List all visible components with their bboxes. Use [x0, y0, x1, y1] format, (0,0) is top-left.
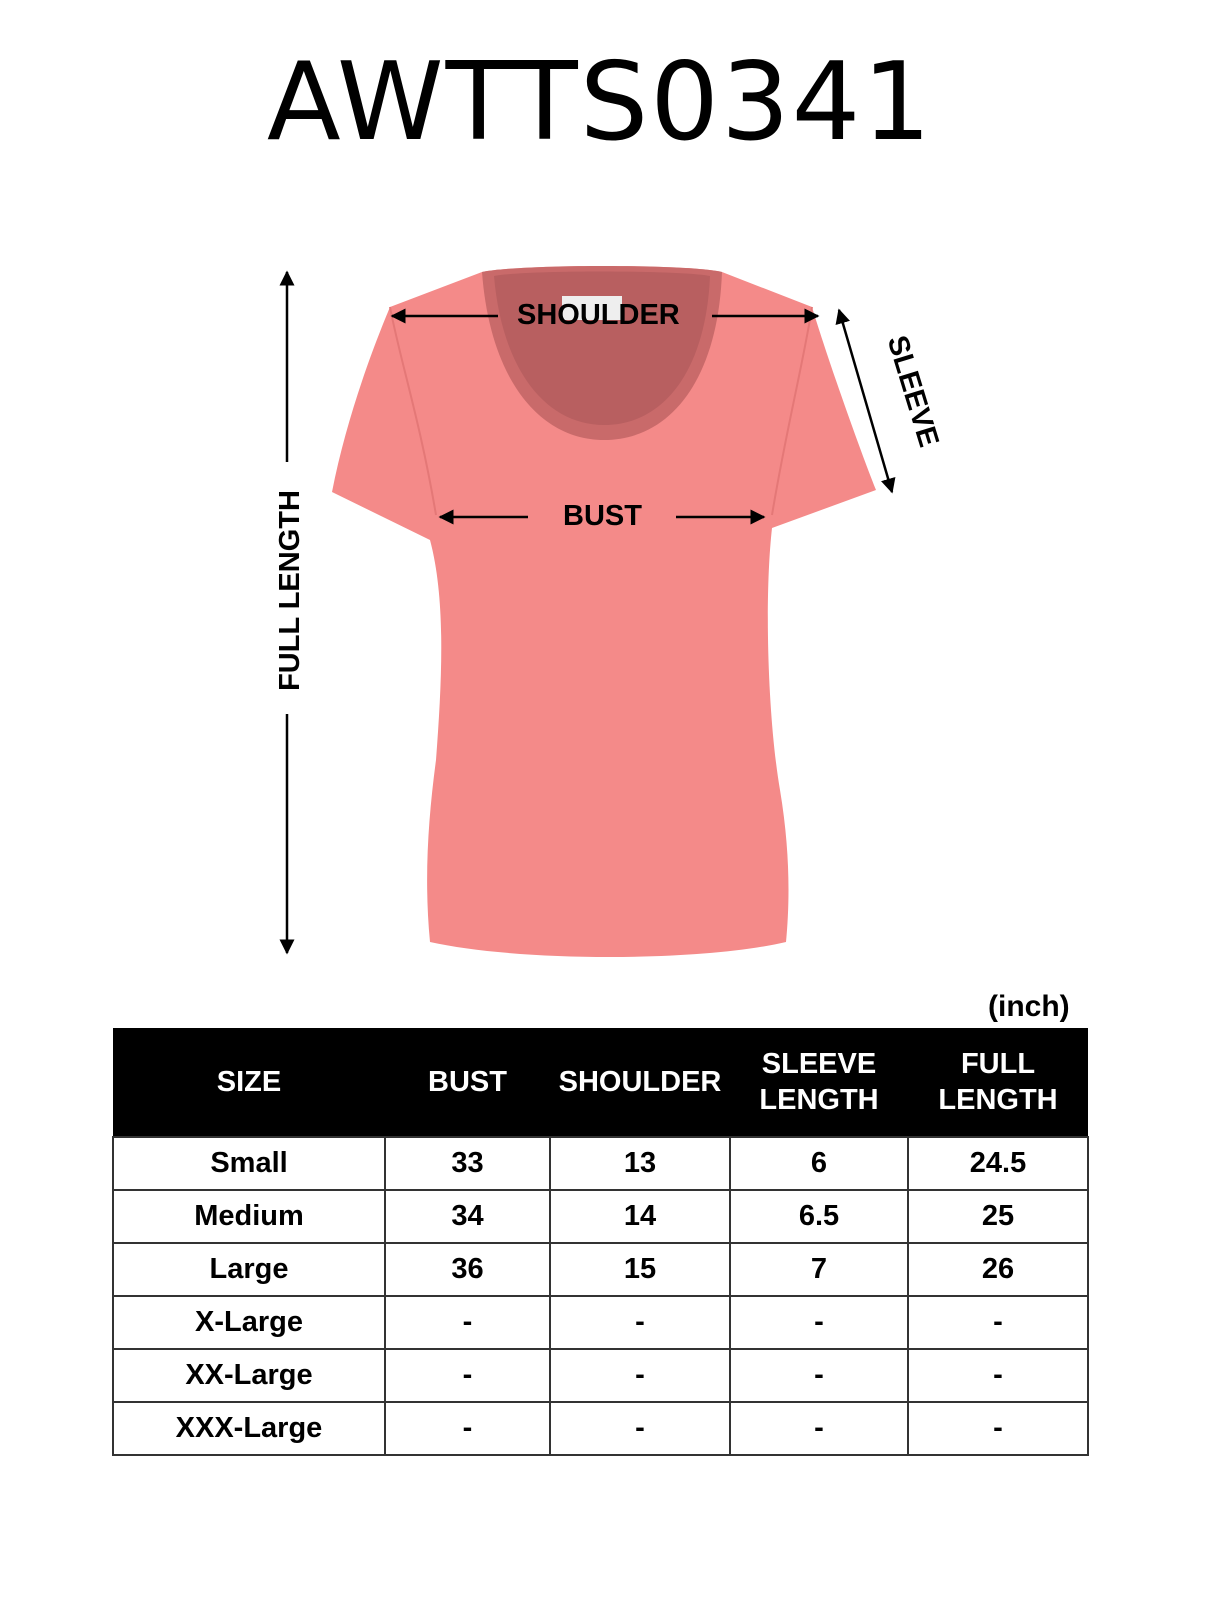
- header-full-length: FULL LENGTH: [908, 1028, 1088, 1137]
- size-cell: X-Large: [113, 1296, 385, 1349]
- shoulder-cell: 13: [550, 1137, 730, 1190]
- table-header-row: [113, 1028, 1088, 1137]
- header-sleeve-length: SLEEVE LENGTH: [730, 1028, 908, 1137]
- table-row: [113, 1349, 1088, 1402]
- shoulder-cell: -: [550, 1349, 730, 1402]
- full-length-label: FULL LENGTH: [273, 490, 306, 691]
- product-code-title: AWTTS0341: [266, 40, 934, 165]
- header-shoulder: SHOULDER: [550, 1028, 730, 1137]
- size-cell: Small: [113, 1137, 385, 1190]
- bust-cell: -: [385, 1402, 550, 1455]
- sleeve-cell: 6.5: [730, 1190, 908, 1243]
- table-row: [113, 1402, 1088, 1455]
- bust-cell: -: [385, 1296, 550, 1349]
- shoulder-cell: 15: [550, 1243, 730, 1296]
- unit-label: (inch): [988, 990, 1070, 1023]
- sleeve-cell: 7: [730, 1243, 908, 1296]
- bust-label: BUST: [563, 500, 642, 532]
- sleeve-cell: -: [730, 1349, 908, 1402]
- full-length-cell: 25: [908, 1190, 1088, 1243]
- size-cell: Large: [113, 1243, 385, 1296]
- sleeve-cell: -: [730, 1296, 908, 1349]
- header-bust: BUST: [385, 1028, 550, 1137]
- sleeve-cell: -: [730, 1402, 908, 1455]
- bust-cell: -: [385, 1349, 550, 1402]
- full-length-cell: 26: [908, 1243, 1088, 1296]
- size-cell: Medium: [113, 1190, 385, 1243]
- shoulder-label: SHOULDER: [517, 299, 680, 331]
- full-length-cell: -: [908, 1296, 1088, 1349]
- bust-cell: 36: [385, 1243, 550, 1296]
- table-row: [113, 1137, 1088, 1190]
- full-length-cell: -: [908, 1349, 1088, 1402]
- bust-cell: 33: [385, 1137, 550, 1190]
- table-row: [113, 1243, 1088, 1296]
- full-length-cell: 24.5: [908, 1137, 1088, 1190]
- table-row: [113, 1190, 1088, 1243]
- full-length-cell: -: [908, 1402, 1088, 1455]
- bust-cell: 34: [385, 1190, 550, 1243]
- size-cell: XXX-Large: [113, 1402, 385, 1455]
- shoulder-cell: -: [550, 1296, 730, 1349]
- size-cell: XX-Large: [113, 1349, 385, 1402]
- size-chart-table: [112, 1028, 1089, 1456]
- sleeve-cell: 6: [730, 1137, 908, 1190]
- header-size: SIZE: [113, 1028, 385, 1137]
- shoulder-cell: 14: [550, 1190, 730, 1243]
- table-row: [113, 1296, 1088, 1349]
- sleeve-label: SLEEVE: [880, 331, 945, 451]
- shoulder-cell: -: [550, 1402, 730, 1455]
